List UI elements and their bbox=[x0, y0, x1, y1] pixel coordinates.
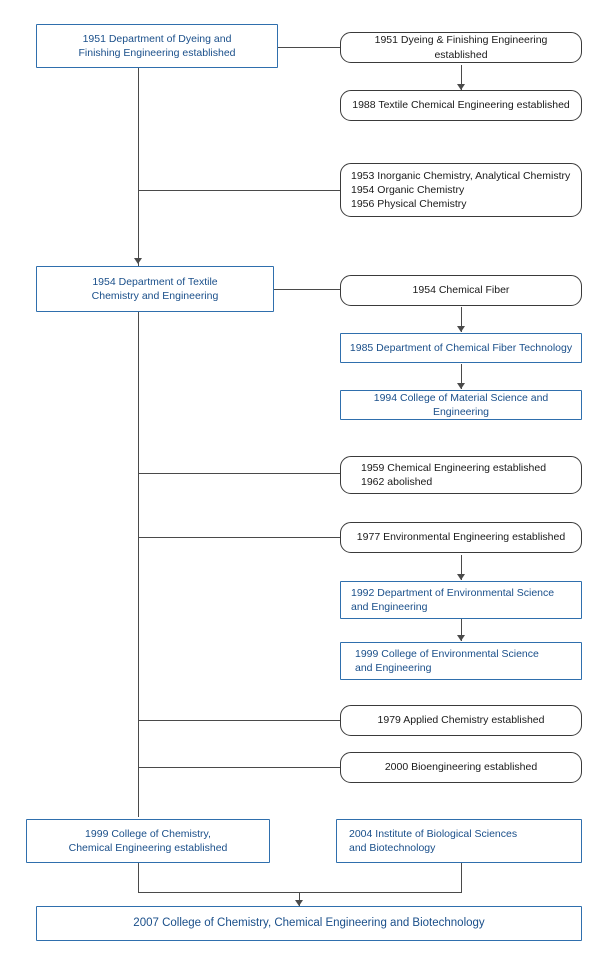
branch-line-2000 bbox=[138, 767, 340, 768]
node-1994-material-science-college[interactable] bbox=[340, 390, 582, 420]
node-1999-chemistry-college[interactable] bbox=[26, 819, 270, 863]
node-1977-environmental-engineering[interactable] bbox=[340, 522, 582, 553]
node-line: 1994 College of Material Science and Engineering bbox=[373, 391, 549, 418]
node-line: Finishing Engineering established bbox=[78, 47, 236, 59]
node-line: 1979 Applied Chemistry established bbox=[377, 714, 545, 727]
node-1988-textile-chemical[interactable] bbox=[340, 90, 582, 121]
arrow-1977-to-1992 bbox=[457, 574, 465, 580]
node-line: Chemical Engineering established bbox=[68, 842, 228, 854]
branch-line-1977 bbox=[138, 537, 340, 538]
node-line: 1951 Dyeing & Finishing Engineering established bbox=[374, 34, 548, 61]
branch-line-1979 bbox=[138, 720, 340, 721]
arrow-fiber-to-1985 bbox=[457, 326, 465, 332]
node-1992-environmental-department[interactable] bbox=[340, 581, 582, 619]
spine-arrow-to-1954 bbox=[134, 258, 142, 264]
node-line: 1962 abolished bbox=[361, 476, 433, 488]
node-1959-chemical-engineering[interactable] bbox=[340, 456, 582, 494]
node-line: and Engineering bbox=[351, 601, 428, 613]
node-1954-chemical-fiber[interactable] bbox=[340, 275, 582, 306]
arrow-1992-to-1999env bbox=[457, 635, 465, 641]
node-2004-biological-sciences-institute[interactable] bbox=[336, 819, 582, 863]
node-line: 2007 College of Chemistry, Chemical Engineering and Biotechnology bbox=[133, 916, 485, 929]
node-2007-final-college[interactable] bbox=[36, 906, 582, 941]
node-line: and Biotechnology bbox=[349, 842, 436, 854]
node-line: 1999 College of Environmental Science bbox=[355, 647, 539, 660]
arrow-1985-to-1994 bbox=[457, 383, 465, 389]
node-1985-chemical-fiber-technology[interactable] bbox=[340, 333, 582, 363]
node-1953-chemistry-group[interactable] bbox=[340, 163, 582, 217]
branch-line-1951 bbox=[278, 47, 340, 48]
node-line: 1951 Department of Dyeing and bbox=[82, 32, 232, 45]
node-line: and Engineering bbox=[355, 662, 432, 674]
node-line: 1985 Department of Chemical Fiber Technology bbox=[349, 341, 573, 354]
node-line: Chemistry and Engineering bbox=[91, 290, 219, 302]
spine-line-bottom bbox=[138, 312, 139, 817]
node-line: 2004 Institute of Biological Sciences bbox=[349, 827, 518, 840]
node-1951-dyeing-finishing[interactable] bbox=[340, 32, 582, 63]
node-line: 1954 Organic Chemistry bbox=[351, 183, 465, 196]
branch-line-1954-fiber bbox=[274, 289, 340, 290]
branch-line-1959 bbox=[138, 473, 340, 474]
spine-line-top bbox=[138, 63, 139, 274]
node-line: 1953 Inorganic Chemistry, Analytical Chemistry bbox=[351, 169, 571, 182]
node-line: 1992 Department of Environmental Science bbox=[351, 586, 555, 599]
node-1979-applied-chemistry[interactable] bbox=[340, 705, 582, 736]
node-line: 1959 Chemical Engineering established bbox=[361, 461, 547, 474]
merge-line-left bbox=[138, 863, 139, 892]
branch-line-1953 bbox=[138, 190, 340, 191]
node-line: 1954 Department of Textile bbox=[92, 275, 218, 288]
node-line: 2000 Bioengineering established bbox=[384, 761, 538, 774]
node-1951-dyeing-department[interactable] bbox=[36, 24, 278, 68]
merge-line-right bbox=[461, 863, 462, 892]
merge-line-horizontal bbox=[138, 892, 462, 893]
node-line: 1999 College of Chemistry, bbox=[85, 827, 211, 840]
node-line: 1988 Textile Chemical Engineering established bbox=[352, 99, 570, 112]
node-1954-textile-chemistry-department[interactable] bbox=[36, 266, 274, 312]
node-line: 1956 Physical Chemistry bbox=[351, 198, 467, 211]
node-line: 1977 Environmental Engineering established bbox=[356, 531, 566, 544]
node-2000-bioengineering[interactable] bbox=[340, 752, 582, 783]
node-1999-environmental-college[interactable] bbox=[340, 642, 582, 680]
node-line: 1954 Chemical Fiber bbox=[412, 284, 510, 297]
